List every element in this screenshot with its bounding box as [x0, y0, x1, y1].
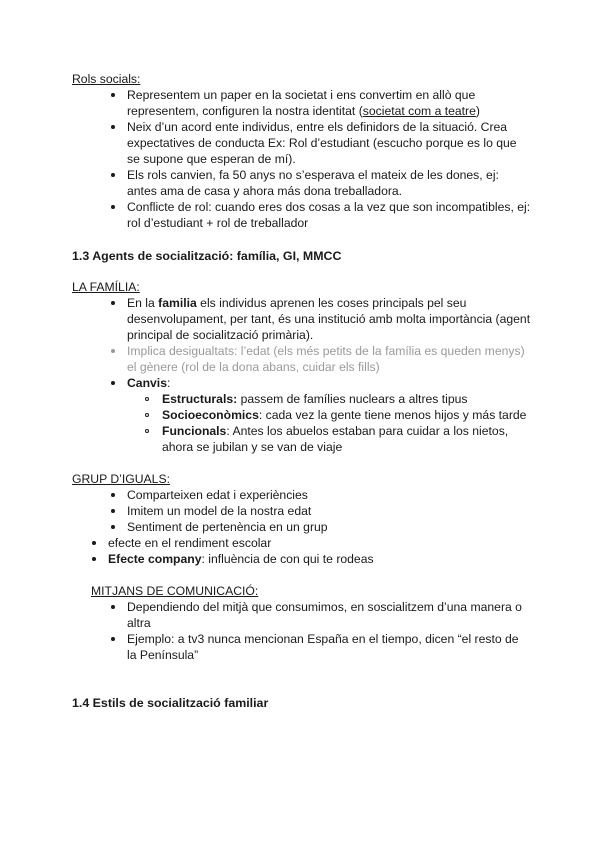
bullet [111, 381, 115, 385]
familia-b3 [127, 375, 170, 391]
text: els individus aprenen les coses principals pel seu [196, 296, 467, 310]
grup-b2: Imitem un model de la nostra edat [127, 504, 312, 518]
bullet [111, 493, 115, 497]
familia-sub2 [162, 407, 526, 423]
mitjans-heading: MITJANS DE COMUNICACIÓ: [91, 584, 259, 598]
bullet [111, 205, 115, 209]
familia-b1-line3: principal de socialització primària). [127, 328, 314, 342]
grup-b1: Comparteixen edat i experiències [127, 488, 308, 502]
bullet [111, 525, 115, 529]
text: familia [158, 296, 197, 310]
section-1-4-heading: 1.4 Estils de socialització familiar [72, 696, 269, 710]
hollow-bullet [145, 413, 149, 417]
bullet [111, 605, 115, 609]
bullet [111, 93, 115, 97]
mitjans-b1-line2: altra [127, 616, 151, 630]
rols-b2-line3: se supone que esperan de mí). [127, 152, 296, 166]
text: Canvis [127, 376, 167, 390]
mitjans-b2-line2: la Península” [127, 648, 199, 662]
grup-b4: efecte en el rendiment escolar [108, 536, 272, 550]
rols-heading: Rols socials: [72, 72, 141, 86]
bullet [111, 637, 115, 641]
rols-b3-line2: antes ama de casa y ahora más dona treballadora. [127, 184, 403, 198]
section-1-3-heading: 1.3 Agents de socialització: família, GI, MMCC [72, 249, 342, 263]
text: : [166, 376, 171, 390]
bullet [111, 173, 115, 177]
text: : influència de con qui te rodeas [201, 552, 374, 566]
bullet [111, 509, 115, 513]
hollow-bullet [145, 429, 149, 433]
mitjans-b1-line1: Dependiendo del mitjà que consumimos, en soscialitzem d’una manera o [127, 600, 522, 614]
rols-b1-line2 [127, 103, 480, 119]
familia-b2-line1: Implica desigualtats: l’edat (els més petits de la família es queden menys) [127, 344, 525, 358]
text: En la [127, 296, 159, 310]
bullet [111, 301, 115, 305]
familia-sub1 [162, 391, 468, 407]
rols-b1-line1: Representem un paper en la societat i ens convertim en allò que [127, 88, 476, 102]
text: passem de famílies nuclears a altres tipus [237, 392, 468, 406]
rols-b2-line1: Neix d’un acord ente individus, entre els definidors de la situació. Crea [127, 120, 508, 134]
rols-b4-line2: rol d’estudiant + rol de treballador [127, 216, 309, 230]
grup-b3: Sentiment de pertenència en un grup [127, 520, 328, 534]
text: representem, configuren la nostra identitat ( [127, 104, 363, 118]
bullet [92, 541, 96, 545]
familia-b2-line2: el gènere (rol de la dona abans, cuidar els fills) [127, 360, 380, 374]
familia-b1-line1 [127, 295, 466, 311]
text: Estructurals: [162, 392, 238, 406]
text: Socioeconòmics [162, 408, 259, 422]
rols-b4-line1: Conflicte de rol: cuando eres dos cosas a la vez que son incompatibles, ej: [127, 200, 531, 214]
mitjans-b2-line1: Ejemplo: a tv3 nunca mencionan España en el tiempo, dicen “el resto de [127, 632, 519, 646]
teatre-link: societat com a teatre [362, 104, 476, 118]
familia-heading: LA FAMÍLIA: [72, 280, 140, 294]
bullet [111, 125, 115, 129]
text: Funcionals [162, 424, 227, 438]
bullet [92, 557, 96, 561]
bullet [111, 349, 115, 353]
text: ) [475, 104, 480, 118]
text: Efecte company [108, 552, 202, 566]
familia-sub3-line1 [162, 423, 508, 439]
text: : Antes los abuelos estaban para cuidar a los nietos, [226, 424, 509, 438]
grup-b5 [108, 551, 374, 567]
text: : cada vez la gente tiene menos hijos y más tarde [258, 408, 527, 422]
hollow-bullet [145, 397, 149, 401]
familia-b1-line2: desenvolupament, per tant, és una institució amb molta importància (agent [127, 312, 531, 326]
rols-b3-line1: Els rols canvien, fa 50 anys no s’esperava el mateix de les dones, ej: [127, 168, 499, 182]
grup-heading: GRUP D’IGUALS: [72, 472, 170, 486]
rols-b2-line2: expectatives de conducta Ex: Rol d’estudiant (escucho porque es lo que [127, 136, 517, 150]
familia-sub3-line2: ahora se jubilan y se van de viaje [162, 440, 343, 454]
